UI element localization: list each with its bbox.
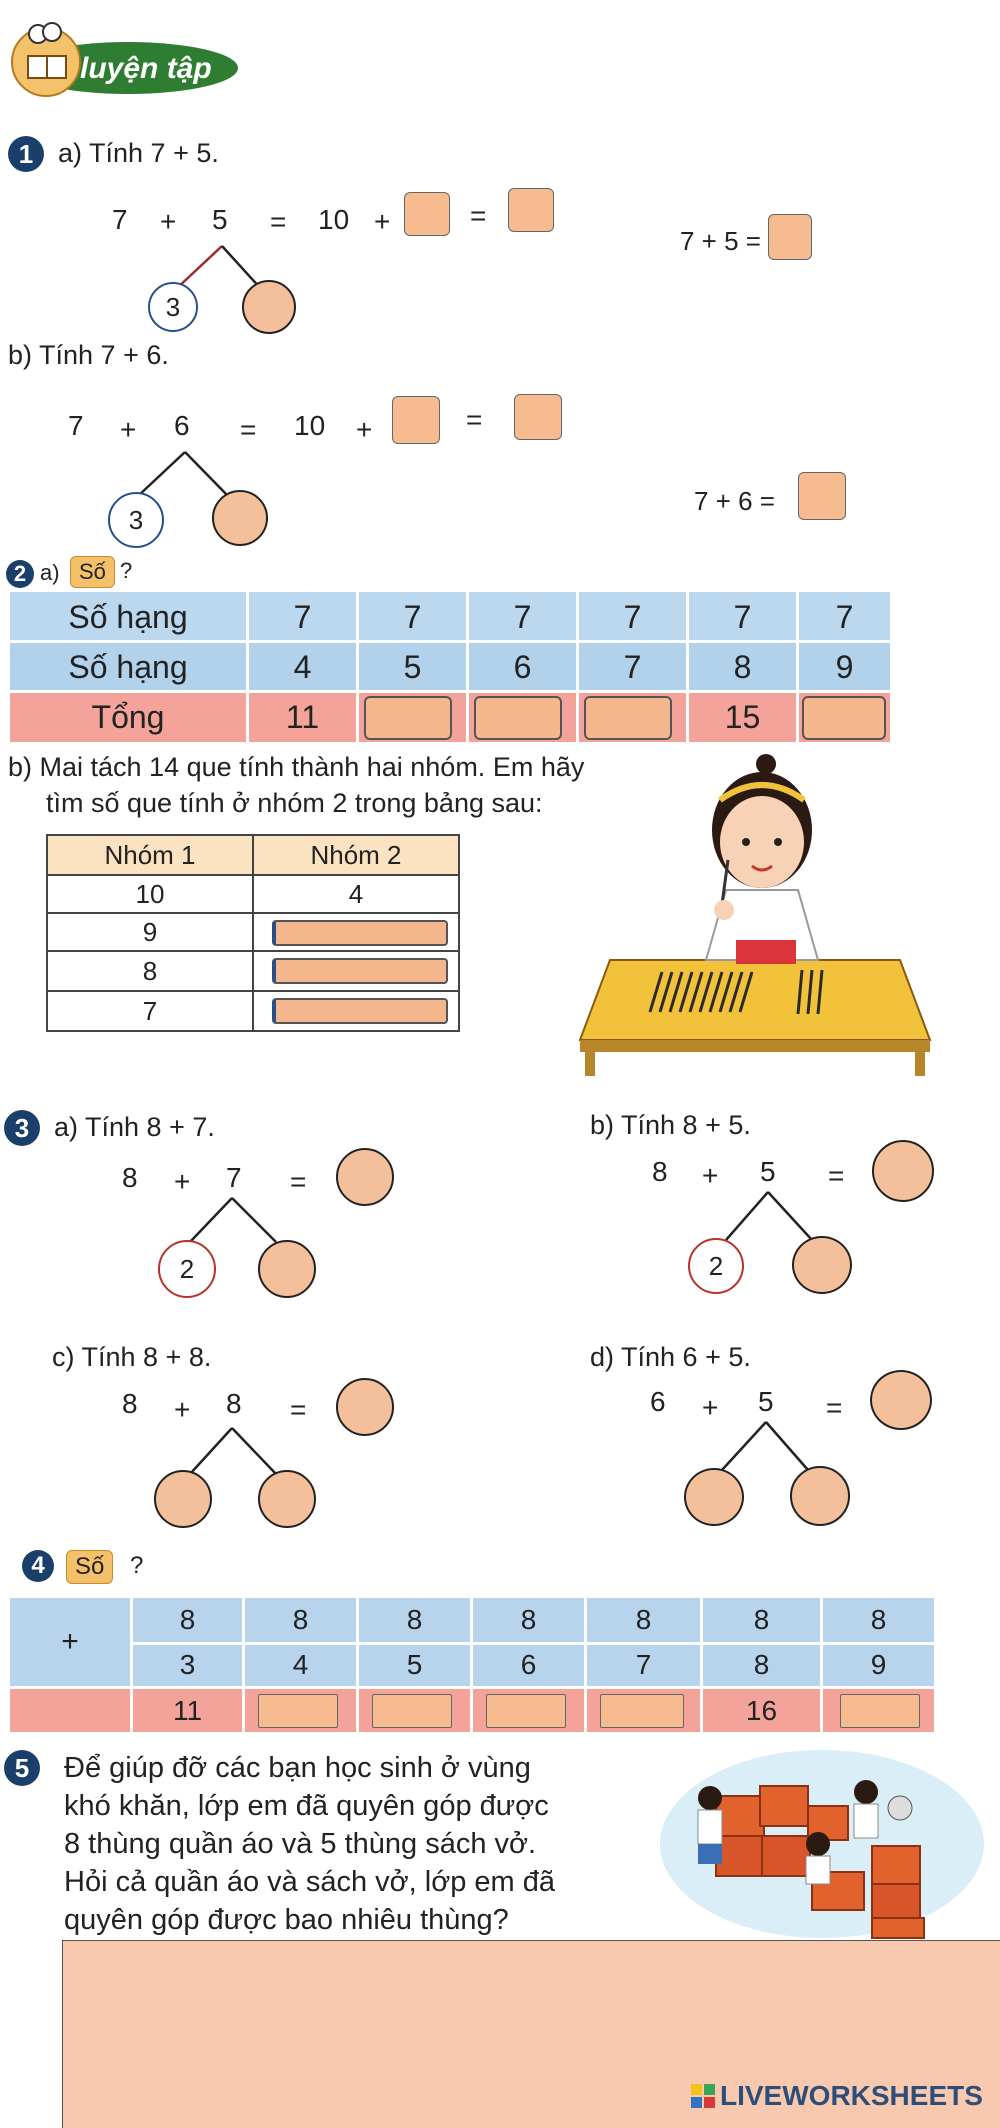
- ex2-b-text: b) Mai tách 14 que tính thành hai nhóm. Em hãy: [8, 752, 585, 782]
- ex3-b-title: b) Tính 8 + 5.: [590, 1110, 751, 1140]
- ex3-a-plus: +: [174, 1166, 191, 1197]
- cell: 6: [520, 1649, 537, 1680]
- group2-answer-box[interactable]: [272, 958, 448, 984]
- liveworksheets-watermark: [690, 2080, 983, 2112]
- ex3-b-split-given: 2: [688, 1238, 744, 1294]
- cell-sum: 11: [172, 1694, 203, 1726]
- group1-cell: 9: [142, 916, 158, 947]
- ex4-question-mark: ?: [130, 1552, 144, 1579]
- cell-sum: 11: [285, 698, 320, 735]
- row-label: Số hạng: [68, 598, 188, 635]
- ex2-b-text: tìm số que tính ở nhóm 2 trong bảng sau:: [46, 788, 543, 818]
- ex2-sum-table: [10, 592, 890, 742]
- ex5-problem-line: Để giúp đỡ các bạn học sinh ở vùng: [64, 1752, 531, 1784]
- cell: 9: [835, 648, 854, 685]
- ex1-a-term: 5: [212, 204, 228, 235]
- ex1-b-term: 7: [68, 410, 84, 441]
- row-label: Tổng: [91, 698, 165, 735]
- cell: 6: [513, 648, 532, 685]
- ex3-b-term: 5: [760, 1156, 776, 1187]
- ex3-b-split-answer[interactable]: [792, 1236, 852, 1294]
- cell-sum: 15: [724, 698, 761, 735]
- ex1-a-plus: +: [374, 206, 391, 237]
- ex3-d-term: 6: [650, 1386, 666, 1417]
- sum-answer-box[interactable]: [840, 1694, 920, 1728]
- sum-answer-box[interactable]: [802, 696, 886, 740]
- cell: 7: [635, 1649, 652, 1680]
- group-header: Nhóm 1: [104, 839, 196, 870]
- cell: 8: [870, 1604, 887, 1635]
- cell: 8: [406, 1604, 423, 1635]
- ex1-b-answer-box[interactable]: [392, 396, 440, 444]
- exercise-4-badge: 4: [22, 1550, 54, 1582]
- sum-answer-box[interactable]: [600, 1694, 684, 1728]
- ex1-a-title: a) Tính 7 + 5.: [58, 138, 219, 168]
- cell: 7: [835, 598, 854, 635]
- cell: 7: [513, 598, 532, 635]
- ex3-c-equals: =: [290, 1394, 307, 1425]
- ex1-b-split-answer[interactable]: [212, 490, 268, 546]
- ex1-a-split-answer[interactable]: [242, 280, 296, 334]
- group2-cell: 4: [348, 878, 364, 909]
- exercise-1-badge: 1: [8, 136, 44, 172]
- ex1-b-equals: =: [466, 404, 483, 435]
- row-label: Số hạng: [68, 648, 188, 685]
- ex3-a-equals: =: [290, 1166, 307, 1197]
- ex3-c-split-answer[interactable]: [258, 1470, 316, 1528]
- ex1-b-title: b) Tính 7 + 6.: [8, 340, 169, 370]
- ex3-b-term: 8: [652, 1156, 668, 1187]
- ex1-b-short-answer[interactable]: [798, 472, 846, 520]
- ex1-b-term: 6: [174, 410, 190, 441]
- ex1-a-result-box[interactable]: [508, 188, 554, 232]
- ex1-b-split-given: 3: [108, 492, 164, 548]
- cell: 8: [520, 1604, 537, 1635]
- ex3-a-title: a) Tính 8 + 7.: [54, 1112, 215, 1142]
- plus-sign: +: [61, 1625, 79, 1658]
- ex3-a-term: 7: [226, 1162, 242, 1193]
- ex2-question-mark: ?: [120, 558, 133, 583]
- lesson-title: luyện tập: [80, 52, 212, 85]
- ex3-c-title: c) Tính 8 + 8.: [52, 1342, 212, 1372]
- ex1-b-plus: +: [356, 414, 373, 445]
- ex3-c-split-answer[interactable]: [154, 1470, 212, 1528]
- cell: 4: [293, 648, 312, 685]
- ex4-add-table: [10, 1598, 934, 1732]
- liveworksheets-logo-icon: [690, 2083, 716, 2109]
- cell: 9: [870, 1649, 887, 1680]
- ex1-b-plus: +: [120, 414, 137, 445]
- group1-cell: 8: [142, 955, 158, 986]
- sum-answer-box[interactable]: [486, 1694, 566, 1728]
- ex5-problem-line: quyên góp được bao nhiêu thùng?: [64, 1904, 509, 1936]
- ex5-problem-line: 8 thùng quần áo và 5 thùng sách vở.: [64, 1828, 537, 1860]
- ex1-b-result-box[interactable]: [514, 394, 562, 440]
- ex3-a-split-given: 2: [158, 1240, 216, 1298]
- cell: 5: [403, 648, 422, 685]
- ex3-a-result[interactable]: [336, 1148, 394, 1206]
- lesson-header: [8, 18, 238, 98]
- ex3-d-split-answer[interactable]: [790, 1466, 850, 1526]
- ex2-a-label: a): [40, 560, 60, 585]
- exercise-5-badge: 5: [4, 1750, 40, 1786]
- ex1-b-equals: =: [240, 414, 257, 445]
- cell: 4: [292, 1649, 309, 1680]
- ex1-a-short-answer[interactable]: [768, 214, 812, 260]
- ex3-b-plus: +: [702, 1160, 719, 1191]
- ex3-a-split-answer[interactable]: [258, 1240, 316, 1298]
- ex3-d-split-answer[interactable]: [684, 1468, 744, 1526]
- ex1-a-short: 7 + 5 =: [680, 226, 761, 256]
- ex3-c-term: 8: [226, 1388, 242, 1419]
- cell: 8: [292, 1604, 309, 1635]
- group-header: Nhóm 2: [310, 839, 402, 870]
- ex1-a-plus: +: [160, 206, 177, 237]
- ex1-b-ten: 10: [294, 410, 326, 441]
- cell: 8: [733, 648, 752, 685]
- ex3-b-equals: =: [828, 1160, 845, 1191]
- ex1-a-equals: =: [270, 206, 287, 237]
- ex3-d-equals: =: [826, 1392, 843, 1423]
- cell: 7: [293, 598, 312, 635]
- ex3-d-plus: +: [702, 1392, 719, 1423]
- sum-answer-box[interactable]: [372, 1694, 452, 1728]
- cell: 3: [179, 1649, 196, 1680]
- ex3-d-term: 5: [758, 1386, 774, 1417]
- sum-answer-box[interactable]: [258, 1694, 338, 1728]
- cell: 8: [753, 1604, 770, 1635]
- sum-answer-box[interactable]: [584, 696, 672, 740]
- ex1-a-term: 7: [112, 204, 128, 235]
- ex4-so-tag: Số: [66, 1550, 113, 1584]
- ex3-d-result[interactable]: [870, 1370, 932, 1430]
- watermark-text: LIVEWORKSHEETS: [720, 2080, 983, 2111]
- ex1-a-split-given: 3: [148, 282, 198, 332]
- exercise-3-badge: 3: [4, 1110, 40, 1146]
- ex3-c-result[interactable]: [336, 1378, 394, 1436]
- ex1-a-ten: 10: [318, 204, 350, 235]
- ex3-c-plus: +: [174, 1394, 191, 1425]
- cell: 8: [179, 1604, 196, 1635]
- cell: 7: [733, 598, 752, 635]
- ex3-b-result[interactable]: [872, 1140, 934, 1202]
- cell: 7: [623, 648, 642, 685]
- ex3-c-term: 8: [122, 1388, 138, 1419]
- cell: 8: [635, 1604, 652, 1635]
- ex2-so-tag: Số: [70, 556, 115, 588]
- ex5-problem-line: Hỏi cả quần áo và sách vở, lớp em đã: [64, 1866, 556, 1898]
- sum-answer-box[interactable]: [364, 696, 452, 740]
- ex3-a-term: 8: [122, 1162, 138, 1193]
- ex1-a-equals: =: [470, 200, 487, 231]
- group1-cell: 7: [142, 995, 158, 1026]
- ex1-a-answer-box[interactable]: [404, 192, 450, 236]
- cell: 5: [406, 1649, 423, 1680]
- group2-answer-box[interactable]: [272, 998, 448, 1024]
- cell-sum: 16: [745, 1694, 778, 1726]
- groups-table: [46, 834, 460, 1032]
- group2-answer-box[interactable]: [272, 920, 448, 946]
- ex3-d-title: d) Tính 6 + 5.: [590, 1342, 751, 1372]
- sum-answer-box[interactable]: [474, 696, 562, 740]
- ex5-problem-line: khó khăn, lớp em đã quyên góp được: [64, 1790, 549, 1822]
- exercise-2-badge: 2: [6, 560, 34, 588]
- cell: 8: [753, 1649, 770, 1680]
- group1-cell: 10: [135, 878, 165, 909]
- cell: 7: [623, 598, 642, 635]
- ex1-b-short: 7 + 6 =: [694, 486, 775, 516]
- cell: 7: [403, 598, 422, 635]
